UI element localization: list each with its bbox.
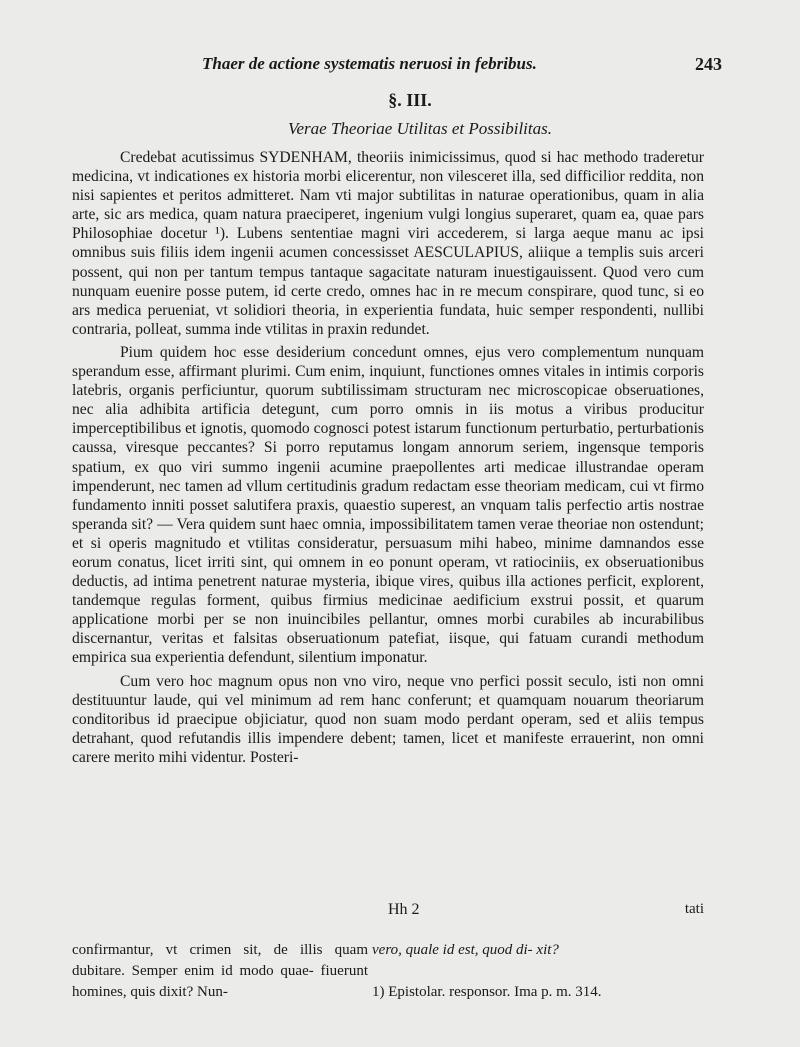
footnote-column-left	[72, 940, 368, 1003]
section-title: Verae Theoriae Utilitas et Possibilitas.	[288, 119, 552, 138]
footnote-column-right	[372, 940, 704, 1003]
footnote-reference: 1) Epistolar. responsor. Ima p. m. 314.	[372, 984, 602, 1000]
footnote-text: confirmantur, vt crimen sit, de illis quam dubitare. Semper enim id modo quae- fiuerunt homines, quis dixit? Nun-	[72, 942, 368, 1000]
body-text	[72, 148, 704, 767]
paragraph: Credebat acutissimus SYDENHAM, theoriis inimicissimus, quod si hac methodo traderetur medicina, vt indicationes ex historia morbi elicerentur, non vilesceret illa, sed difficilior reddita, non nisi sapientes et peritos admitteret. Nam vti major subtilitas in naturae operationibus, quam in alia arte, sic ars medica, quam natura praeciperet, ingenium vulgi longius superaret, quam ea, quae pars Philosophiae docetur ¹). Lubens sententiae magni viri accederem, si larga aeque manu ac ipsi omnibus suis filiis idem ingenii acumen concessisset AESCULAPIUS, aliique a templis suis arceri possent, qui non per tantum tempus tantaque sagacitate naturam inuestigauissent. Quod vero cum nunquam euenire posse putem, id certe credo, omnes hac in re mecum conspirare, quod tunc, si eo ars medica perueniat, vt solidiori theoria, in experientia fundata, huic semper respondenti, nullibi contraria, polleat, summa inde vtilitas in praxin redundet.	[72, 149, 704, 338]
footnote-continuation: vero, quale id est, quod di- xit?	[372, 942, 559, 958]
signature-mark: Hh 2	[388, 901, 420, 918]
running-title: Thaer de actione systematis neruosi in febribus.	[202, 54, 537, 73]
page-number: 243	[695, 54, 722, 74]
running-head	[72, 54, 722, 80]
paragraph: Cum vero hoc magnum opus non vno viro, neque vno perfici possit seculo, isti non omni destituuntur laude, qui vel minimum ad rem hanc conferunt; et quamquam nouarum theoriarum conditoribus id praecipue objiciatur, quod non suam modo perdant operam, sed et aliis tempus detrahant, quod refutandis illis impendere debent; tamen, licet et manifeste errauerint, non omni carere merito mihi videntur. Posteri-	[72, 672, 704, 766]
catchword: tati	[684, 901, 704, 917]
section-number: §. III.	[388, 90, 432, 110]
paragraph: Pium quidem hoc esse desiderium concedunt omnes, ejus vero complementum nunquam sperandum esse, affirmant plurimi. Cum enim, inquiunt, functiones omnes vitales in intimis corporis latebris, organis perficiuntur, quorum subtilissimam structuram nec microscopicae obseruationes, nec alia adhibita artificia detegunt, cum porro omnis in iis motus a viribus producitur imperceptibilibus et ignotis, quomodo cognosci potest istarum functionum perturbatio, perturbationis caussa, viresque peccantes? Si porro reputamus longam annorum seriem, ingensque temporis spatium, ex quo viri summo ingenii acumine praepollentes arti medicae illustrandae operam impenderunt, nec tamen ad vllum certitudinis gradum redactam esse theoriam medicam, cui vt firmo fundamento inniti posset salutifera praxis, quaestio superest, an vnquam talis perfectio artis nostrae speranda sit? — Vera quidem sunt haec omnia, impossibilitatem tamen verae theoriae non ostendunt; et si operis magnitudo et vtilitas consideratur, persuasum mihi habeo, minime damnandos esse eorum conatus, licet irriti sint, qui omnem in eo ponunt operam, vt ratiociniis, ex obseruationibus deductis, ad intima penetrent naturae mysteria, ibique vires, quibus illa actiones perficit, explorent, tandemque regulas forment, quibus firmius medicinae aedificium exstrui possit, et quarum applicatione morbi per se non inuincibiles pellantur, omnes morbi curabiles ab incurabilibus discernantur, veritas et falsitas obseruationum patefiat, iisque, qui fatuam curandi methodum empirica sua experientia defendunt, silentium imponatur.	[72, 343, 704, 667]
